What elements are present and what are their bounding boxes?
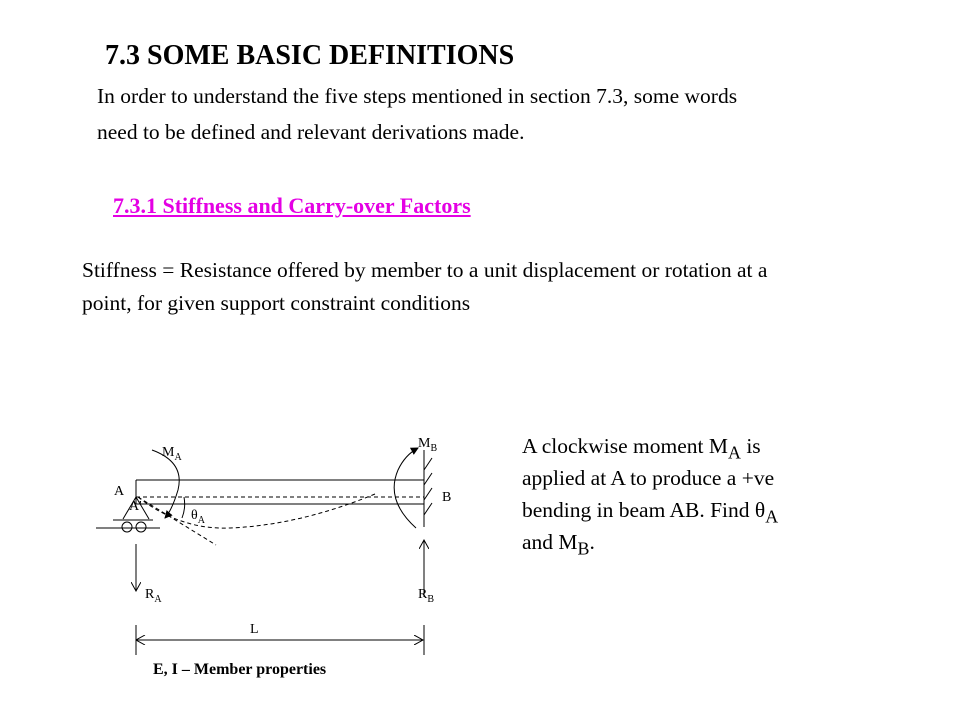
label-mb: $M_B$ [418,436,438,454]
description-line-3: bending in beam AB. Find $\theta_A$ [522,498,779,527]
label-a-prime: A' [129,499,142,514]
label-ra: $R_A$ [145,587,162,605]
label-theta-a: $\theta_A$ [191,508,205,526]
theta-arc [182,497,185,518]
length-dimension [136,625,424,655]
subsection-heading: 7.3.1 Stiffness and Carry-over Factors [113,193,471,218]
roller-support [96,497,160,532]
intro-line-1: In order to understand the five steps mentioned in section 7.3, some words [97,84,738,108]
moment-arrow-b [394,448,418,528]
description-line-1: A clockwise moment $M_A$ is [522,434,761,463]
label-a: A [114,484,125,499]
label-length: L [250,622,259,637]
definition-line-1: Stiffness = Resistance offered by member to a unit displacement or rotation at a [82,258,768,282]
section-title: 7.3 SOME BASIC DEFINITIONS [105,40,515,71]
definition-line-2: point, for given support constraint conditions [82,291,471,315]
description-line-4: and $M_B$. [522,530,595,559]
diagram-caption: E, I – Member properties [153,661,327,678]
description-line-2: applied at A to produce a +ve [522,466,775,490]
fixed-support-wall [424,450,432,527]
label-b: B [442,490,452,505]
label-ma: $M_A$ [162,445,182,463]
intro-line-2: need to be defined and relevant derivations made. [97,120,525,144]
label-rb: $R_B$ [418,587,435,605]
